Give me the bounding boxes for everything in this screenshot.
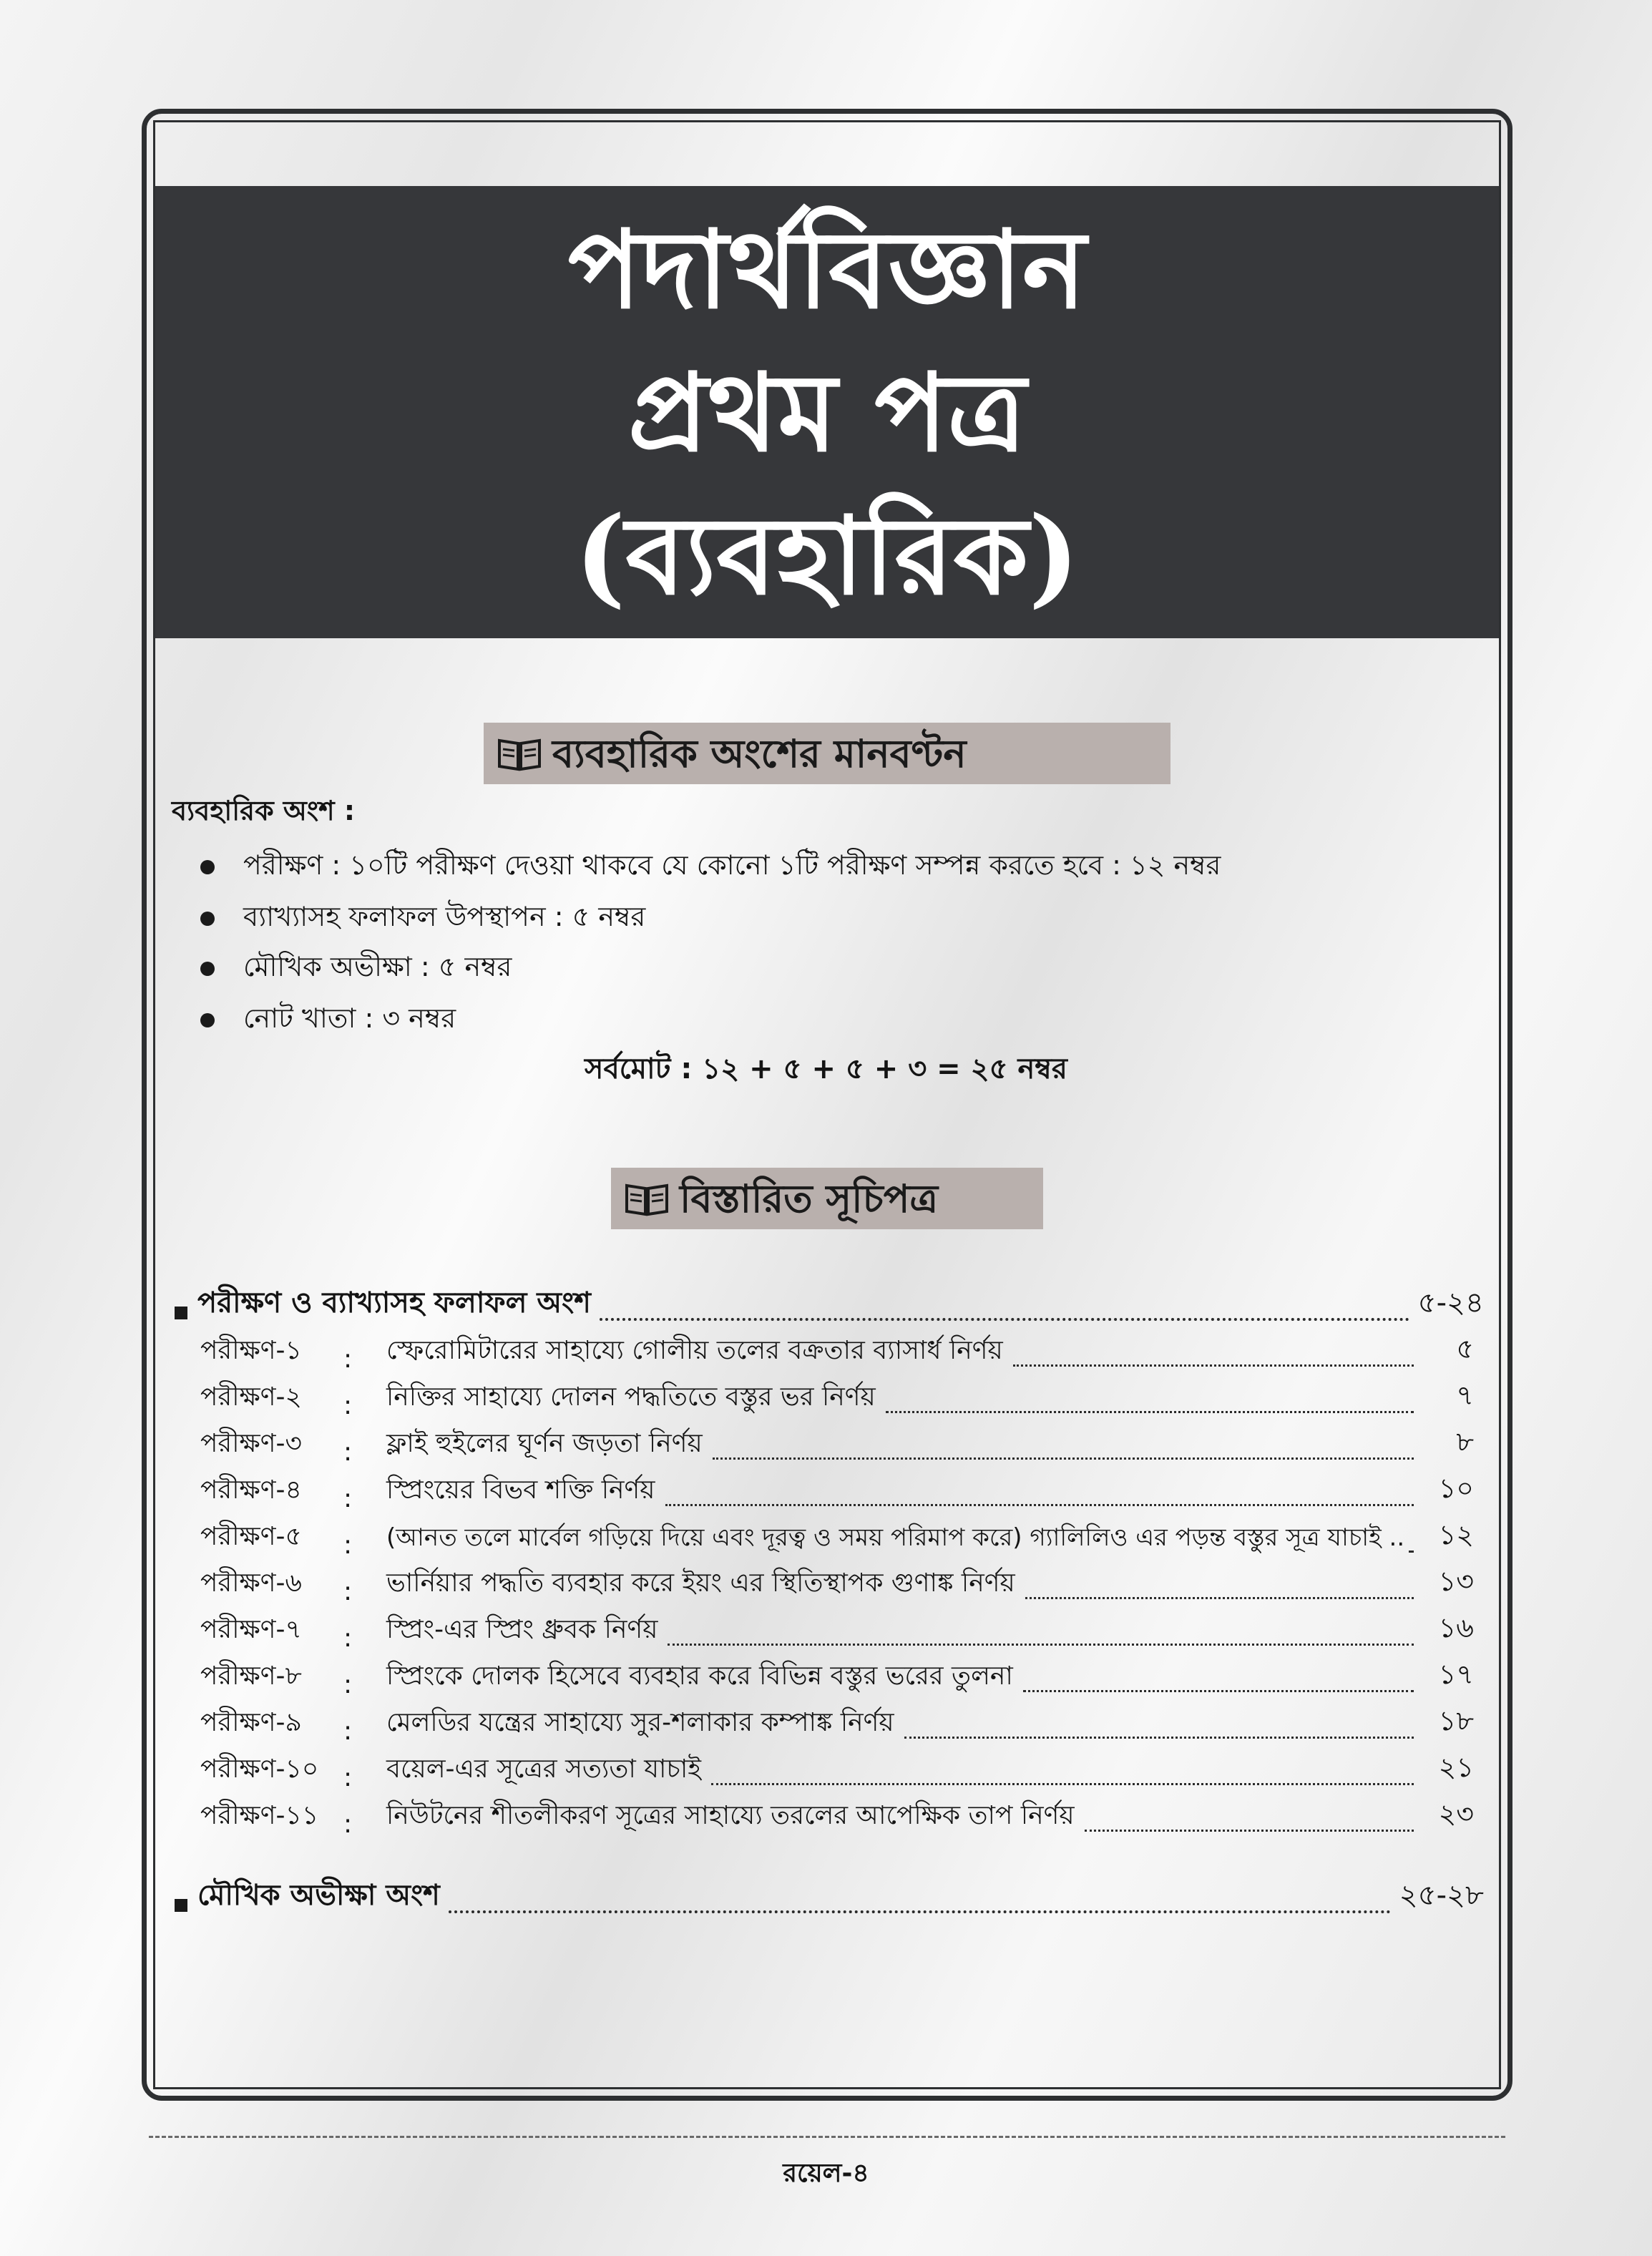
toc-page-number: ২৩ xyxy=(1438,1798,1474,1830)
marks-heading-text: ব্যবহারিক অংশের মানবণ্টন xyxy=(552,731,967,776)
bullet-icon xyxy=(200,1013,215,1027)
leader-dots xyxy=(1013,1364,1414,1367)
toc-experiment-label: পরীক্ষণ-১ xyxy=(200,1336,302,1365)
toc-experiment-title: ভার্নিয়ার পদ্ধতি ব্যবহার করে ইয়ং এর স্থিতিস্থাপক গুণাঙ্ক নির্ণয় xyxy=(386,1568,1015,1598)
toc-experiment-title: স্প্রিং-এর স্প্রিং ধ্রুবক নির্ণয় xyxy=(386,1615,658,1644)
square-bullet-icon xyxy=(175,1899,187,1912)
open-book-icon xyxy=(497,735,542,772)
contents-heading-text: বিস্তারিত সূচিপত্র xyxy=(680,1176,939,1221)
toc-row[interactable] xyxy=(200,1566,1474,1606)
toc-experiment-label: পরীক্ষণ-৮ xyxy=(200,1661,302,1691)
toc-section-title: মৌখিক অভীক্ষা অংশ xyxy=(197,1879,440,1912)
toc-experiment-label: পরীক্ষণ-১০ xyxy=(200,1754,319,1784)
toc-experiment-label: পরীক্ষণ-৫ xyxy=(200,1522,302,1551)
toc-page-number: ৫ xyxy=(1456,1333,1474,1364)
toc-experiment-title: ফ্লাই হুইলের ঘূর্ণন জড়তা নির্ণয় xyxy=(386,1429,703,1458)
footer-page-label: রয়েল-৪ xyxy=(783,2159,869,2188)
toc-experiment-title: স্ফেরোমিটারের সাহায্যে গোলীয় তলের বক্রতার ব্যাসার্ধ নির্ণয় xyxy=(386,1336,1003,1365)
toc-page-number: ৭ xyxy=(1456,1380,1474,1411)
marks-item-text: ব্যাখ্যাসহ ফলাফল উপস্থাপন : ৫ নম্বর xyxy=(243,901,646,932)
toc-experiment-label: পরীক্ষণ-৭ xyxy=(200,1615,302,1644)
toc-experiment-title: (আনত তলে মার্বেল গড়িয়ে দিয়ে এবং দূরত্ব ও সময় পরিমাপ করে) গ্যালিলিও এর পড়ন্ত বস্তুর সূত্র যাচাই .. xyxy=(386,1523,1405,1552)
marks-item-text: নোট খাতা : ৩ নম্বর xyxy=(243,1002,456,1034)
toc-colon: : xyxy=(343,1670,353,1699)
title-panel xyxy=(155,186,1499,638)
bullet-icon xyxy=(200,912,215,926)
toc-row[interactable] xyxy=(200,1380,1474,1420)
toc-section-title: পরীক্ষণ ও ব্যাখ্যাসহ ফলাফল অংশ xyxy=(197,1286,591,1319)
leader-dots xyxy=(665,1504,1414,1506)
marks-item-text: পরীক্ষণ : ১০টি পরীক্ষণ দেওয়া থাকবে যে কোনো ১টি পরীক্ষণ সম্পন্ন করতে হবে : ১২ নম্বর xyxy=(243,849,1221,881)
toc-experiment-title: নিউটনের শীতলীকরণ সূত্রের সাহায্যে তরলের আপেক্ষিক তাপ নির্ণয় xyxy=(386,1801,1075,1830)
toc-section-experiments[interactable] xyxy=(175,1285,1484,1328)
toc-section-pages: ৫-২৪ xyxy=(1417,1286,1484,1319)
toc-colon: : xyxy=(343,1530,353,1560)
marks-item xyxy=(200,946,512,992)
leader-dots xyxy=(711,1783,1414,1785)
toc-experiment-label: পরীক্ষণ-২ xyxy=(200,1382,302,1412)
toc-experiment-title: নিক্তির সাহায্যে দোলন পদ্ধতিতে বস্তুর ভর নির্ণয় xyxy=(386,1382,876,1412)
toc-colon: : xyxy=(343,1763,353,1792)
toc-row[interactable] xyxy=(200,1520,1474,1560)
toc-row[interactable] xyxy=(200,1427,1474,1467)
toc-colon: : xyxy=(343,1344,353,1374)
toc-page-number: ১৩ xyxy=(1438,1566,1474,1597)
bullet-icon xyxy=(200,860,215,874)
practical-part-label: ব্যবহারিক অংশ : xyxy=(172,795,356,826)
leader-dots xyxy=(1023,1690,1414,1692)
leader-dots xyxy=(600,1318,1409,1321)
leader-dots xyxy=(886,1411,1414,1413)
toc-page-number: ২১ xyxy=(1438,1752,1474,1783)
footer-divider xyxy=(149,2136,1505,2138)
toc-experiment-label: পরীক্ষণ-১১ xyxy=(200,1801,319,1830)
marks-total: সর্বমোট : ১২ + ৫ + ৫ + ৩ = ২৫ নম্বর xyxy=(585,1053,1067,1085)
marks-heading xyxy=(484,723,1170,784)
title-subject: পদার্থবিজ্ঞান xyxy=(567,207,1087,333)
toc-section-pages: ২৫-২৮ xyxy=(1399,1879,1484,1912)
title-paper: প্রথম পত্র xyxy=(627,350,1027,476)
toc-row[interactable] xyxy=(200,1659,1474,1699)
leader-dots xyxy=(904,1737,1414,1739)
toc-experiment-title: মেলডির যন্ত্রের সাহায্যে সুর-শলাকার কম্পাঙ্ক নির্ণয় xyxy=(386,1708,894,1737)
marks-item xyxy=(200,997,456,1043)
toc-experiment-title: বয়েল-এর সূত্রের সত্যতা যাচাই xyxy=(386,1754,701,1784)
marks-item xyxy=(200,896,645,942)
leader-dots xyxy=(1409,1551,1414,1553)
toc-row[interactable] xyxy=(200,1799,1474,1839)
contents-heading xyxy=(611,1168,1043,1229)
toc-row[interactable] xyxy=(200,1334,1474,1374)
toc-colon: : xyxy=(343,1391,353,1420)
toc-page-number: ১৬ xyxy=(1438,1612,1474,1644)
toc-row[interactable] xyxy=(200,1752,1474,1792)
marks-item-text: মৌখিক অভীক্ষা : ৫ নম্বর xyxy=(243,951,512,982)
toc-colon: : xyxy=(343,1437,353,1467)
toc-experiment-label: পরীক্ষণ-৪ xyxy=(200,1475,302,1505)
toc-experiment-title: স্প্রিংকে দোলক হিসেবে ব্যবহার করে বিভিন্ন বস্তুর ভরের তুলনা xyxy=(386,1661,1013,1691)
square-bullet-icon xyxy=(175,1307,187,1319)
toc-row[interactable] xyxy=(200,1613,1474,1653)
toc-colon: : xyxy=(343,1577,353,1606)
leader-dots xyxy=(668,1644,1414,1646)
open-book-icon xyxy=(624,1180,670,1217)
marks-item xyxy=(200,844,1221,890)
leader-dots xyxy=(449,1910,1391,1913)
bullet-icon xyxy=(200,962,215,976)
leader-dots xyxy=(713,1457,1414,1460)
leader-dots xyxy=(1025,1597,1414,1599)
toc-page-number: ১৮ xyxy=(1438,1705,1474,1737)
toc-page-number: ১২ xyxy=(1438,1519,1474,1551)
toc-experiment-label: পরীক্ষণ-৩ xyxy=(200,1429,302,1458)
toc-colon: : xyxy=(343,1717,353,1746)
toc-section-oral[interactable] xyxy=(175,1877,1484,1920)
leader-dots xyxy=(1085,1830,1414,1832)
toc-page-number: ৮ xyxy=(1456,1426,1474,1457)
toc-page-number: ১০ xyxy=(1438,1473,1474,1504)
toc-colon: : xyxy=(343,1484,353,1513)
toc-colon: : xyxy=(343,1810,353,1839)
toc-experiment-label: পরীক্ষণ-৯ xyxy=(200,1708,302,1737)
title-practical: (ব্যবহারিক) xyxy=(575,493,1080,619)
toc-row[interactable] xyxy=(200,1706,1474,1746)
toc-row[interactable] xyxy=(200,1473,1474,1513)
toc-experiment-title: স্প্রিংয়ের বিভব শক্তি নির্ণয় xyxy=(386,1475,655,1505)
toc-experiment-label: পরীক্ষণ-৬ xyxy=(200,1568,302,1598)
toc-colon: : xyxy=(343,1623,353,1653)
toc-page-number: ১৭ xyxy=(1438,1659,1474,1690)
